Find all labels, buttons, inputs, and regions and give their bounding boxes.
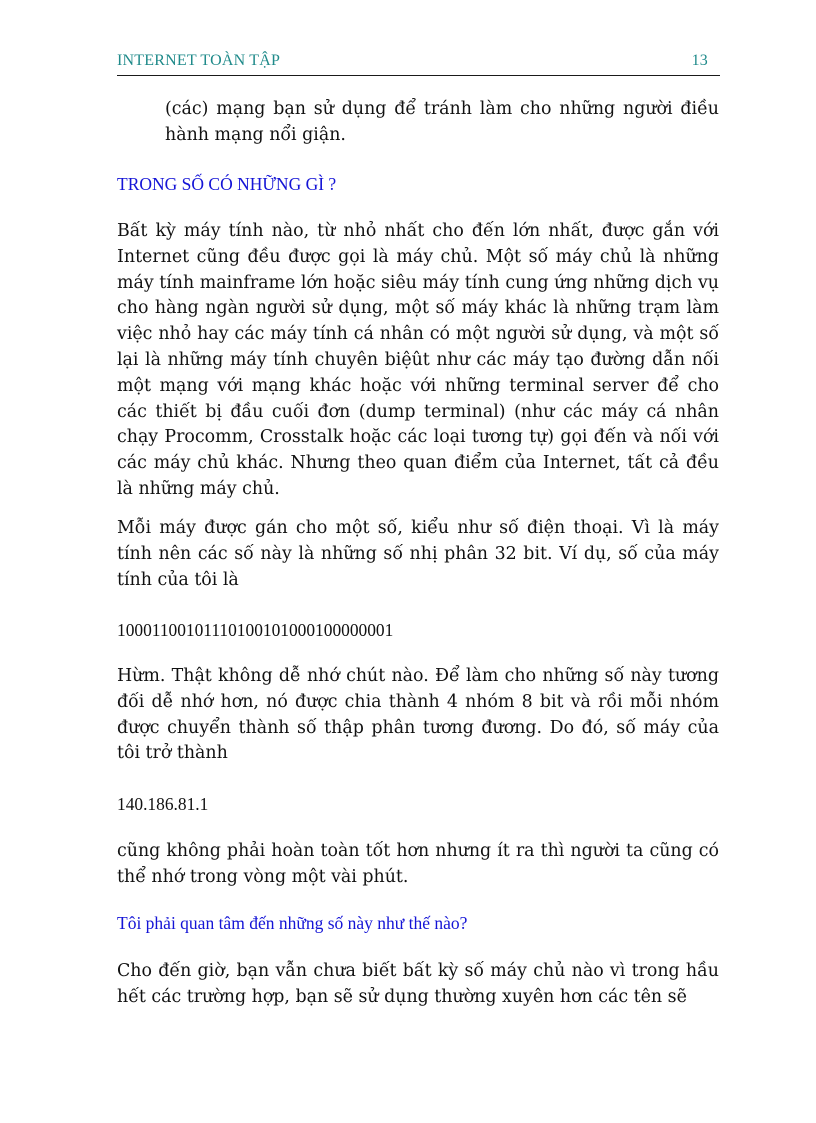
paragraph-decimal: Hừm. Thật không dễ nhớ chút nào. Để làm cho những số này tương đối dễ nhớ hơn, nó được chia thành 4 nhóm 8 bit và rồi mỗi nhóm được chuyển thành số thập phân tương đương. Do đó, số máy của tôi trở thành xyxy=(117,666,719,764)
book-title: INTERNET TOÀN TẬP xyxy=(117,52,281,69)
section-heading-numbers: TRONG SỐ CÓ NHỮNG GÌ ? xyxy=(117,174,337,194)
paragraph-remember: cũng không phải hoàn toàn tốt hơn nhưng ít ra thì người ta cũng có thể nhớ trong vòng một vài phút. xyxy=(117,841,719,887)
paragraph-hostnames: Cho đến giờ, bạn vẫn chưa biết bất kỳ số máy chủ nào vì trong hầu hết các trường hợp, bạn sẽ sử dụng thường xuyên hơn các tên sẽ xyxy=(117,961,719,1007)
running-header xyxy=(117,52,720,74)
paragraph-numbers: Mỗi máy được gán cho một số, kiểu như số điện thoại. Vì là máy tính nên các số này là những số nhị phân 32 bit. Ví dụ, số của máy tính của tôi là xyxy=(117,518,719,590)
page-number: 13 xyxy=(691,52,708,69)
continuation-paragraph: (các) mạng bạn sử dụng để tránh làm cho những người điều hành mạng nổi giận. xyxy=(165,99,719,145)
header-rule xyxy=(117,75,720,76)
ip-address: 140.186.81.1 xyxy=(117,794,209,814)
section-heading-care: Tôi phải quan tâm đến những số này như thế nào? xyxy=(117,913,468,933)
paragraph-hosts: Bất kỳ máy tính nào, từ nhỏ nhất cho đến lớn nhất, được gắn với Internet cũng đều được gọi là máy chủ. Một số máy chủ là những máy tính mainframe lớn hoặc siêu máy tính cung ứng những dịch vụ cho hàng ngàn người sử dụng, một số máy khác là những trạm làm việc nhỏ hay các máy tính cá nhân có một người sử dụng, và một số lại là những máy tính chuyên biệût như các máy tạo đường dẫn nối một mạng với mạng khác hoặc với những terminal server để cho các thiết bị đầu cuối đơn (dump terminal) (như các máy cá nhân chạy Procomm, Crosstalk hoặc các loại tương tự) gọi đến và nối với các máy chủ khác. Nhưng theo quan điểm của Internet, tất cả đều là những máy chủ. xyxy=(117,221,719,499)
binary-number: 10001100101110100101000100000001 xyxy=(117,620,394,640)
